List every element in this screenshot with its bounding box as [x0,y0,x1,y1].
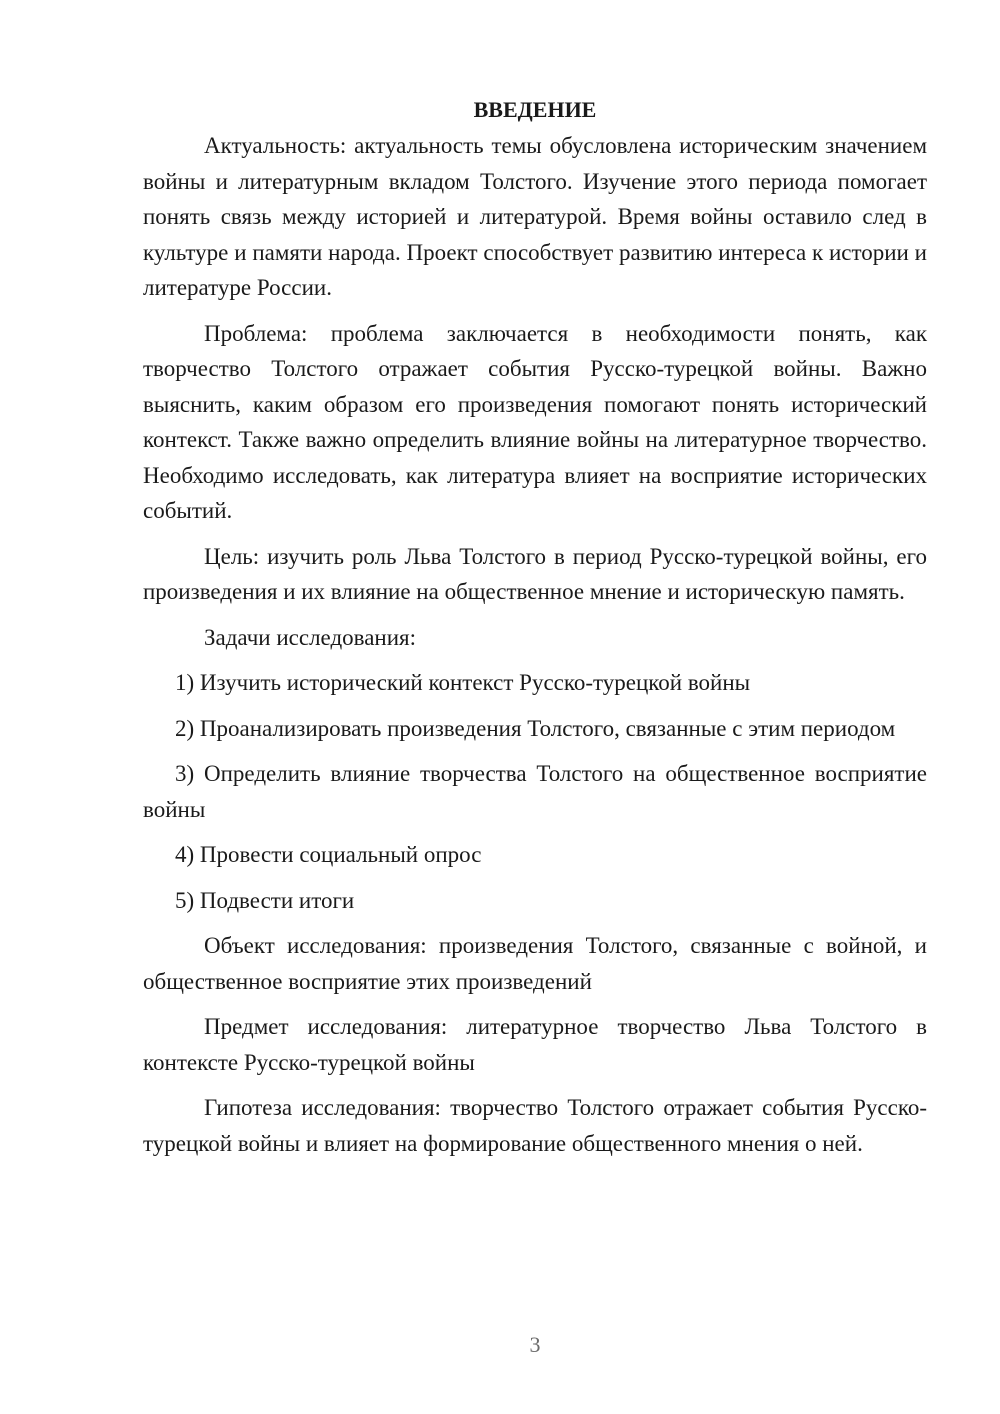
object-paragraph: Объект исследования: произведения Толстого, связанные с войной, и общественное восприятие этих произведений [143,933,927,994]
goal-paragraph: Цель: изучить роль Льва Толстого в период Русско-турецкой войны, его произведения и их влияние на общественное мнение и историческую память. [143,543,927,604]
problem-paragraph: Проблема: проблема заключается в необходимости понять, как творчество Толстого отражает события Русско-турецкой войны. Важно выяснить, каким образом его произведения помогают понять исторический контекст. Также важно определить влияние войны на литературное творчество. Необходимо исследовать, как литература влияет на восприятие исторических событий. [143,320,927,523]
page-title: ВВЕДЕНИЕ [473,97,597,122]
page-content [143,92,927,1171]
tasks-heading: Задачи исследования: [204,624,417,650]
task-item-2: 2) Проанализировать произведения Толстого, связанные с этим периодом [175,715,896,741]
relevance-paragraph: Актуальность: актуальность темы обусловлена историческим значением войны и литературным вкладом Толстого. Изучение этого периода помогает понять связь между историей и литературой. Время войны оставило след в культуре и памяти народа. Проект способствует развитию интереса к истории и литературе России. [143,133,927,300]
hypothesis-paragraph: Гипотеза исследования: творчество Толстого отражает события Русско-турецкой войны и влияет на формирование общественного мнения о ней. [143,1095,927,1156]
task-item-1: 1) Изучить исторический контекст Русско-турецкой войны [175,670,751,695]
task-item-4: 4) Провести социальный опрос [175,842,482,867]
task-item-3: 3) Определить влияние творчества Толстого на общественное восприятие войны [143,761,927,822]
task-item-5: 5) Подвести итоги [175,887,355,913]
page-number: 3 [529,1332,541,1357]
subject-paragraph: Предмет исследования: литературное творчество Льва Толстого в контексте Русско-турецкой войны [143,1014,927,1075]
